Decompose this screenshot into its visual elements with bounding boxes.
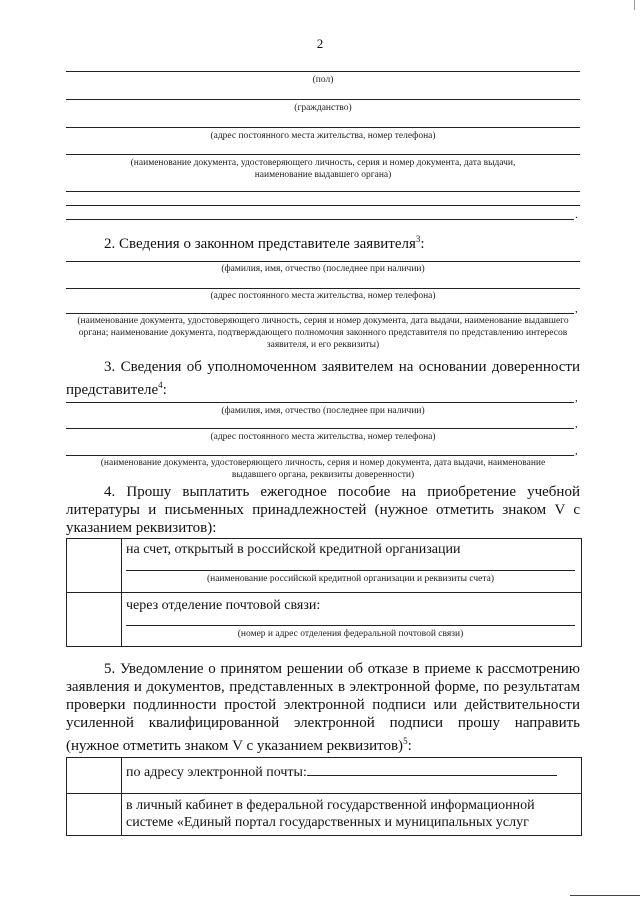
document-line[interactable] xyxy=(66,154,580,155)
rep-name-line[interactable] xyxy=(66,261,580,262)
payment-option-cell xyxy=(122,593,582,647)
line-end-mark: , xyxy=(575,418,578,430)
document-extra-line-3[interactable] xyxy=(66,219,574,220)
payment-option-cell xyxy=(122,539,582,593)
section5-text-body: 5. Уведомление о принятом решении об отказе в приеме к рассмотрению заявления и документов, представленных в электронной форме, по результатам проверки подлинности простой электронной подписи или действительности усиленной квалифицированной электронной подписи прошу направить (нужное отметить знаком V с указанием реквизитов) xyxy=(66,661,580,754)
payment-option-label: через отделение почтовой связи: xyxy=(126,598,321,613)
payment-option-checkbox[interactable] xyxy=(67,593,122,647)
rep-address-line[interactable] xyxy=(66,288,580,289)
document-caption: (наименование документа, удостоверяющего личность, серия и номер документа, дата выдачи, наименование выдавшего органа) xyxy=(130,158,516,180)
document-extra-line-2[interactable] xyxy=(66,205,580,206)
rep-address-caption: (адрес постоянного места жительства, номер телефона) xyxy=(210,291,436,301)
notification-option-row xyxy=(67,758,582,794)
bank-details-caption: (наименование российской кредитной организации и реквизиты счета) xyxy=(206,574,495,584)
address-caption: (адрес постоянного места жительства, номер телефона) xyxy=(210,131,436,141)
payment-option-row xyxy=(67,593,582,647)
line-end-mark: . xyxy=(575,209,578,221)
proxy-document-caption: (наименование документа, удостоверяющего личность, серия и номер документа, дата выдачи, наименование выдавшего органа, реквизиты доверенности) xyxy=(100,458,546,480)
colon: : xyxy=(407,738,412,754)
payment-option-label: на счет, открытый в российской кредитной организации xyxy=(126,542,461,557)
line-end-mark: , xyxy=(575,445,578,457)
notification-option-cell xyxy=(122,758,582,794)
proxy-document-line[interactable] xyxy=(66,455,574,456)
notification-options-table xyxy=(66,757,582,836)
line-end-mark: , xyxy=(575,303,578,315)
rep-document-caption: (наименование документа, удостоверяющего личность, серия и номер документа, дата выдачи, наименование выдавшего органа; наименование документа, подтверждающего полномочия законного представителя по представлению интересов заявителя, и его реквизиты) xyxy=(77,316,569,350)
proxy-address-line[interactable] xyxy=(66,428,574,429)
proxy-address-caption: (адрес постоянного места жительства, номер телефона) xyxy=(210,432,436,442)
citizenship-caption: (гражданство) xyxy=(294,103,352,113)
page-edge-line xyxy=(570,895,640,896)
colon: : xyxy=(162,382,167,398)
footnote-4: 4 xyxy=(158,380,163,390)
section3-heading-text: 3. Сведения об уполномоченном заявителем на основании доверенности представителе xyxy=(66,359,580,398)
notification-option-checkbox[interactable] xyxy=(67,758,122,794)
sex-line[interactable] xyxy=(66,71,580,72)
section5-text xyxy=(66,660,580,755)
email-input-line[interactable] xyxy=(307,763,557,776)
sex-caption: (пол) xyxy=(312,75,334,85)
page-number: 2 xyxy=(316,36,324,51)
notification-option-label: по адресу электронной почты: xyxy=(126,765,307,780)
payment-option-row xyxy=(67,539,582,593)
scan-mark xyxy=(634,0,635,10)
notification-option-label: в личный кабинет в федеральной государственной информационной системе «Единый портал государственных и муниципальных услуг xyxy=(126,798,535,830)
proxy-name-line[interactable] xyxy=(66,402,574,403)
footnote-5: 5 xyxy=(403,736,408,746)
payment-option-checkbox[interactable] xyxy=(67,539,122,593)
payment-options-table xyxy=(66,538,582,647)
rep-document-line[interactable] xyxy=(66,313,574,314)
post-office-line[interactable] xyxy=(126,625,575,626)
colon: : xyxy=(420,236,425,252)
section4-text: 4. Прошу выплатить ежегодное пособие на приобретение учебной литературы и письменных принадлежностей (нужное отметить знаком V с указанием реквизитов): xyxy=(66,484,580,536)
section2-heading xyxy=(104,230,584,253)
bank-details-line[interactable] xyxy=(126,570,575,571)
post-office-caption: (номер и адрес отделения федеральной почтовой связи) xyxy=(237,629,464,639)
footnote-3: 3 xyxy=(415,234,421,244)
notification-option-checkbox[interactable] xyxy=(67,794,122,836)
section3-heading xyxy=(66,358,580,399)
citizenship-line[interactable] xyxy=(66,99,580,100)
section2-heading-text: 2. Сведения о законном представителе заявителя xyxy=(104,236,416,252)
notification-option-row xyxy=(67,794,582,836)
notification-option-cell xyxy=(122,794,582,836)
proxy-name-caption: (фамилия, имя, отчество (последнее при наличии) xyxy=(221,406,425,416)
address-line[interactable] xyxy=(66,127,580,128)
line-end-mark: , xyxy=(575,392,578,404)
document-extra-line-1[interactable] xyxy=(66,191,580,192)
rep-name-caption: (фамилия, имя, отчество (последнее при наличии) xyxy=(221,264,425,274)
